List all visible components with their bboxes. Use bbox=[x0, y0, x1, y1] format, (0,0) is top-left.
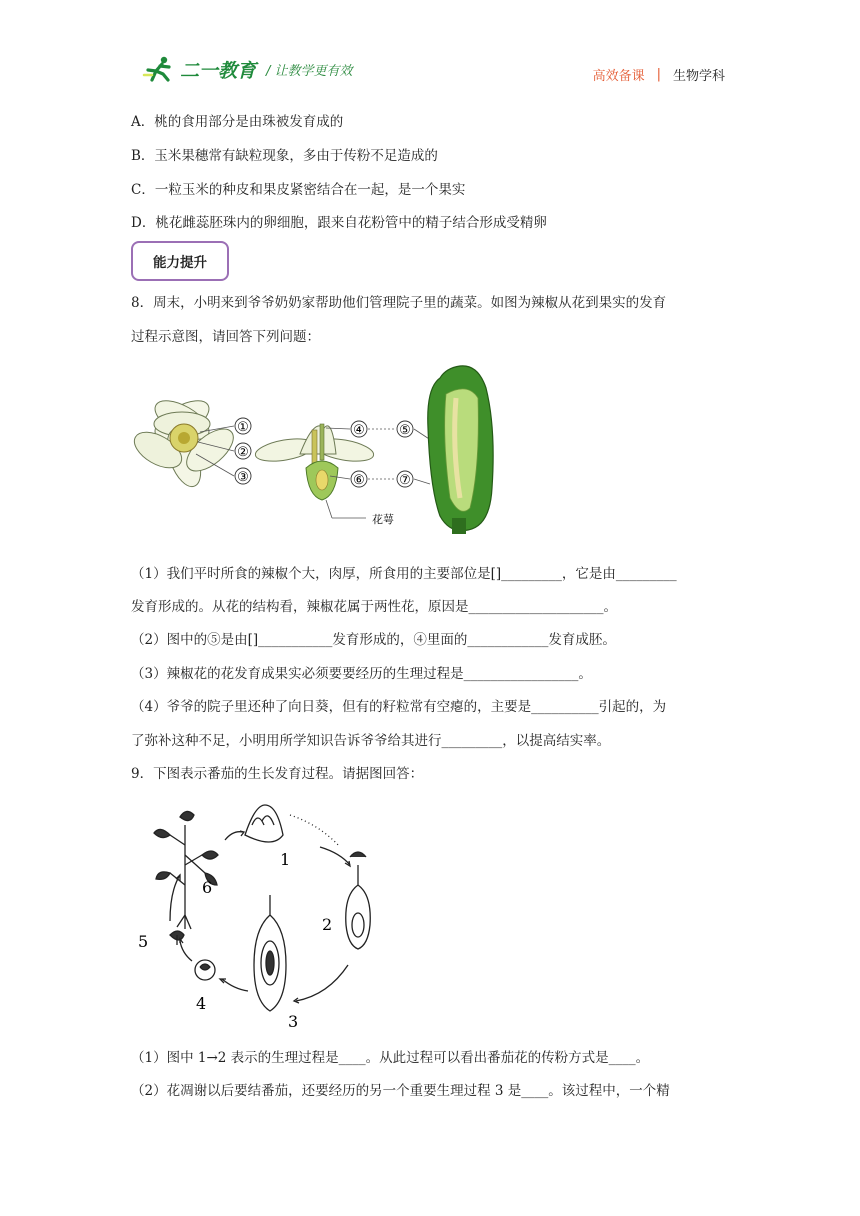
page-header bbox=[0, 0, 860, 100]
label-2: ② bbox=[237, 445, 249, 460]
q8-sub4-line2: 了弥补这种不足，小明用所学知识告诉爷爷给其进行_________，以提高结实率。 bbox=[131, 733, 611, 749]
header-separator: | bbox=[656, 67, 661, 82]
q8-sub1-line1: （1）我们平时所食的辣椒个大，肉厚，所食用的主要部位是[]_________，它是由_________ bbox=[131, 566, 677, 582]
label-calyx: 花萼 bbox=[372, 513, 394, 526]
q9-sub2: （2）花凋谢以后要结番茄，还要经历的另一个重要生理过程 3 是____。该过程中，一个精 bbox=[131, 1083, 670, 1099]
label-6: ⑥ bbox=[353, 473, 365, 488]
stage-label-6: 6 bbox=[202, 878, 213, 897]
q8-sub2: （2）图中的⑤是由[]___________发育形成的，④里面的____________发育成胚。 bbox=[131, 632, 616, 648]
label-1: ① bbox=[237, 420, 249, 435]
label-4: ④ bbox=[353, 423, 365, 438]
subject-label: 生物学科 bbox=[672, 69, 725, 84]
q8-sub3: （3）辣椒花的花发育成果实必须要要经历的生理过程是_________________。 bbox=[131, 666, 592, 682]
logo-slogan: / 让教学更有效 bbox=[266, 63, 353, 79]
stage-label-1: 1 bbox=[280, 850, 291, 869]
q8-stem-line1: 8．周末，小明来到爷爷奶奶家帮助他们管理院子里的蔬菜。如图为辣椒从花到果实的发育 bbox=[131, 295, 667, 311]
section-badge: 能力提升 bbox=[131, 241, 229, 281]
q8-stem-line2: 过程示意图，请回答下列问题： bbox=[131, 329, 320, 345]
q9-sub1: （1）图中 1→2 表示的生理过程是____。从此过程可以看出番茄花的传粉方式是____。 bbox=[131, 1050, 650, 1066]
pepper-flower-drawing bbox=[130, 393, 240, 491]
header-right bbox=[593, 65, 725, 84]
runner-logo-icon bbox=[142, 55, 176, 83]
label-5: ⑤ bbox=[399, 423, 411, 438]
logo-text: 二一教育 bbox=[180, 59, 257, 82]
option-d: D．桃花雌蕊胚珠内的卵细胞，跟来自花粉管中的精子结合形成受精卵 bbox=[131, 215, 547, 231]
label-3: ③ bbox=[237, 470, 249, 485]
logo bbox=[142, 55, 353, 83]
q8-sub1-line2: 发育形成的。从花的结构看，辣椒花属于两性花，原因是____________________。 bbox=[131, 599, 617, 615]
pepper-development-figure bbox=[130, 358, 530, 538]
option-c: C．一粒玉米的种皮和果皮紧密结合在一起，是一个果实 bbox=[131, 182, 466, 198]
stage-label-4: 4 bbox=[196, 994, 207, 1013]
tomato-lifecycle-drawing bbox=[154, 805, 370, 1011]
tomato-lifecycle-figure bbox=[130, 795, 390, 1035]
stage-label-3: 3 bbox=[288, 1012, 299, 1031]
efficient-prep-link[interactable]: 高效备课 bbox=[592, 69, 645, 84]
label-7: ⑦ bbox=[399, 473, 411, 488]
q9-stem: 9．下图表示番茄的生长发育过程。请据图回答： bbox=[131, 766, 424, 782]
option-a: A．桃的食用部分是由珠被发育成的 bbox=[131, 114, 344, 130]
option-b: B．玉米果穗常有缺粒现象，多由于传粉不足造成的 bbox=[131, 148, 438, 164]
stage-label-2: 2 bbox=[322, 915, 333, 934]
stage-label-5: 5 bbox=[138, 932, 149, 951]
pepper-fruit-drawing bbox=[428, 366, 493, 534]
q8-sub4-line1: （4）爷爷的院子里还种了向日葵，但有的籽粒常有空瘪的，主要是__________引起的，为 bbox=[131, 699, 667, 715]
